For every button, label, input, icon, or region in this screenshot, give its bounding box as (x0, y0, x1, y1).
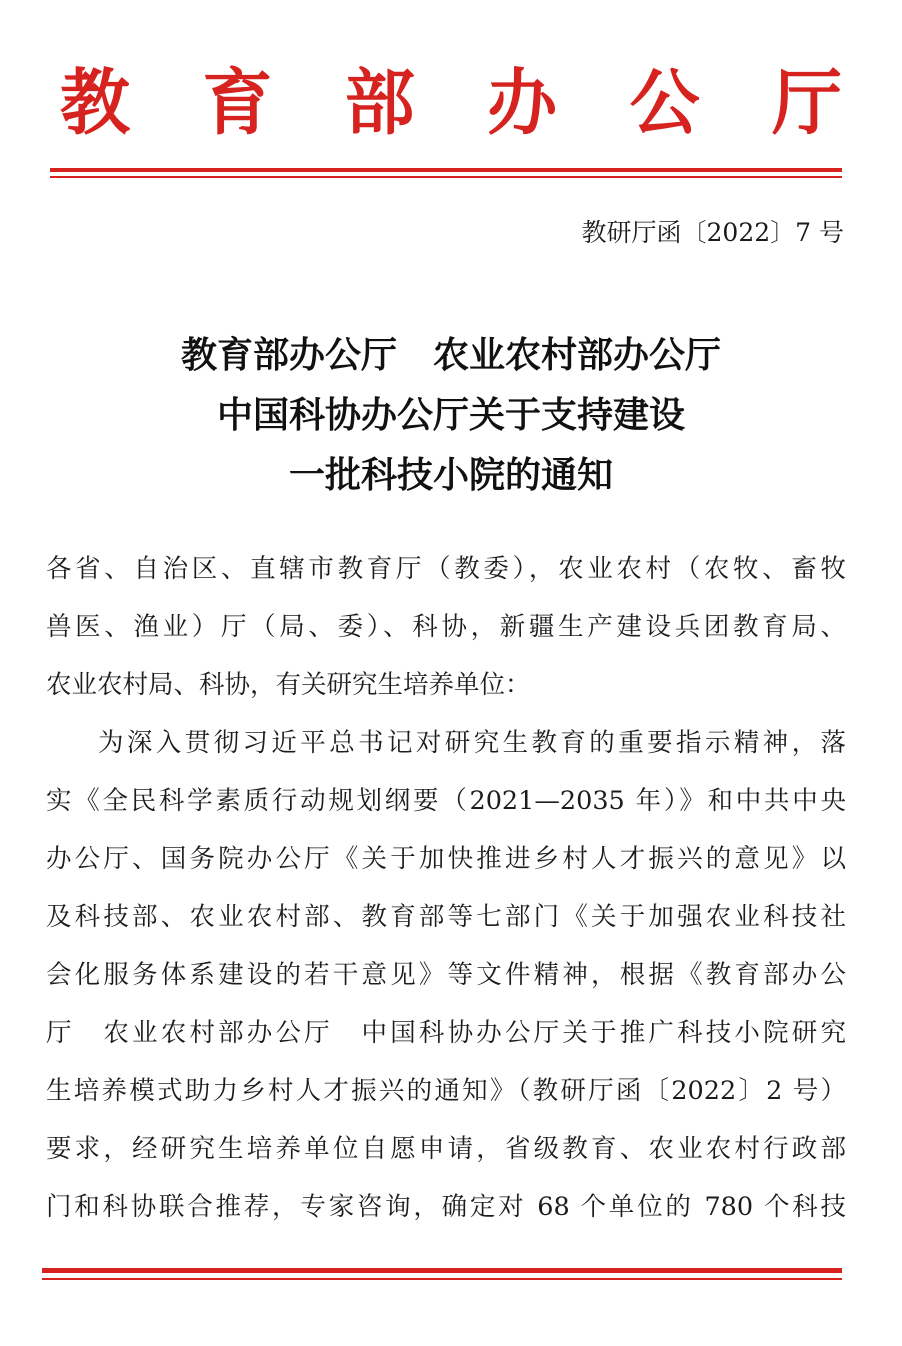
paragraph-line: 厅 农业农村部办公厅 中国科协办公厅关于推广科技小院研究 (46, 1018, 846, 1048)
document-number: 教研厅函〔2022〕7 号 (581, 218, 844, 247)
title-line: 中国科协办公厅关于支持建设 (216, 394, 685, 436)
footer-divider-thick (42, 1268, 842, 1273)
issuer-masthead (55, 58, 847, 148)
paragraph-line: 实《全民科学素质行动规划纲要（2021—2035 年）》和中共中央 (46, 786, 846, 816)
paragraph-line: 为深入贯彻习近平总书记对研究生教育的重要指示精神，落 (98, 728, 846, 758)
masthead-char: 部 (344, 60, 415, 145)
document-body (46, 540, 846, 1236)
masthead-char: 办 (487, 60, 558, 145)
title-line: 教育部办公厅 农业农村部办公厅 (180, 334, 721, 376)
paragraph-line: 生培养模式助力乡村人才振兴的通知》（教研厅函〔2022〕2 号） (46, 1076, 846, 1106)
recipients-line: 兽医、渔业）厅（局、委）、科协，新疆生产建设兵团教育局、 (46, 612, 846, 642)
masthead-char: 公 (629, 60, 700, 145)
recipients-line: 农业农村局、科协，有关研究生培养单位： (46, 670, 531, 700)
paragraph-line: 门和科协联合推荐，专家咨询，确定对 68 个单位的 780 个科技 (46, 1192, 846, 1222)
paragraph-line: 会化服务体系建设的若干意见》等文件精神，根据《教育部办公 (46, 960, 846, 990)
masthead-char: 厅 (771, 60, 842, 145)
recipients-line: 各省、自治区、直辖市教育厅（教委），农业农村（农牧、畜牧 (46, 554, 846, 584)
footer-divider-thin (42, 1278, 842, 1280)
masthead-char: 教 (60, 60, 130, 145)
paragraph-line: 办公厅、国务院办公厅《关于加快推进乡村人才振兴的意见》以 (46, 844, 846, 874)
title-line: 一批科技小院的通知 (288, 454, 613, 496)
header-divider-thick (50, 168, 842, 172)
header-divider-thin (50, 176, 842, 178)
paragraph-line: 及科技部、农业农村部、教育部等七部门《关于加强农业科技社 (46, 902, 846, 932)
paragraph-line: 要求，经研究生培养单位自愿申请，省级教育、农业农村行政部 (46, 1134, 846, 1164)
document-title (0, 325, 902, 505)
masthead-char: 育 (202, 60, 273, 145)
